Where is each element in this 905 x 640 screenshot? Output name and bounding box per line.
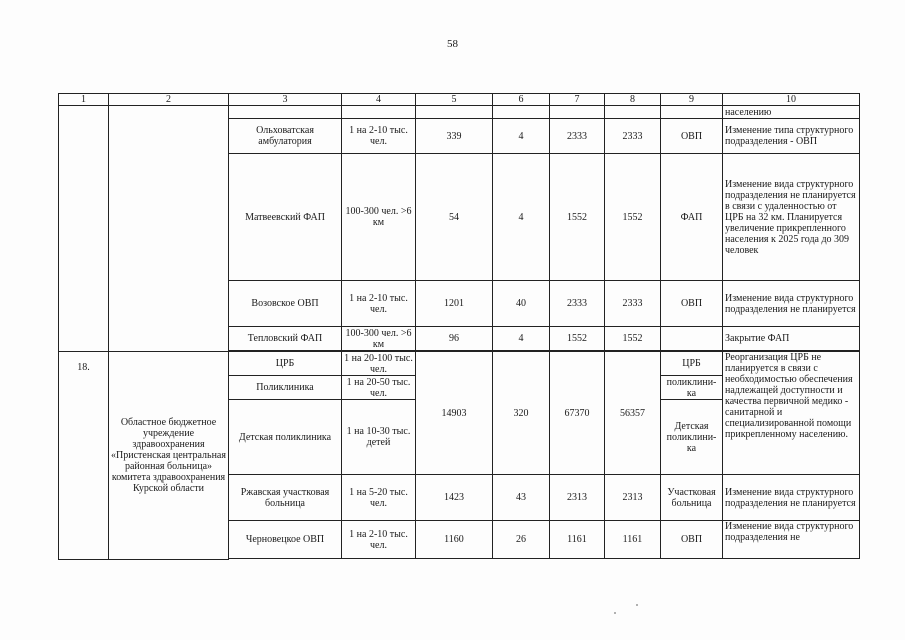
carry-over-note: населению: [723, 106, 860, 119]
unit-name: Матвеевский ФАП: [229, 154, 342, 281]
population: 96: [416, 327, 493, 351]
remark: Изменение вида структурного подразделения не планируется: [723, 281, 860, 327]
scan-speck: [636, 604, 638, 606]
staff: 4: [493, 154, 550, 281]
population: 1201: [416, 281, 493, 327]
header-col-10: 10: [723, 94, 860, 106]
value-7: 1161: [550, 521, 605, 559]
unit-name: Ольховатская амбулатория: [229, 119, 342, 154]
value-8: 56357: [605, 352, 661, 475]
norm: 1 на 5-20 тыс. чел.: [342, 475, 416, 521]
remark: Реорганизация ЦРБ не планируется в связи с необходимостью обеспечения надлежащей доступности и качества первичной медико - санитарной и специализированной помощи прикрепленному населению.: [723, 352, 860, 475]
unit-type: ОВП: [661, 281, 723, 327]
scan-speck: [614, 612, 616, 614]
value-8: 1552: [605, 327, 661, 351]
table-header-row: [59, 94, 860, 106]
header-col-9: 9: [661, 94, 723, 106]
staff: 26: [493, 521, 550, 559]
norm: 1 на 10-30 тыс. детей: [342, 400, 416, 475]
unit-type: ОВП: [661, 521, 723, 559]
unit-name: ЦРБ: [229, 352, 342, 376]
population: 1423: [416, 475, 493, 521]
population: 14903: [416, 352, 493, 475]
norm: 100-300 чел. >6 км: [342, 327, 416, 351]
norm: 1 на 20-100 тыс. чел.: [342, 352, 416, 376]
remark: Изменение вида структурного подразделения не планируется: [723, 475, 860, 521]
unit-name: Возовское ОВП: [229, 281, 342, 327]
unit-type: Участковая больница: [661, 475, 723, 521]
unit-name: Поликлиника: [229, 376, 342, 400]
staff: 4: [493, 327, 550, 351]
organization-name: Областное бюджетное учреждение здравоохранения «Пристенская центральная районная больница» комитета здравоохранения Курской области: [109, 352, 229, 560]
header-col-6: 6: [493, 94, 550, 106]
norm: 1 на 20-50 тыс. чел.: [342, 376, 416, 400]
value-7: 2313: [550, 475, 605, 521]
norm: 100-300 чел. >6 км: [342, 154, 416, 281]
norm: 1 на 2-10 тыс. чел.: [342, 521, 416, 559]
unit-type: поликлини-ка: [661, 376, 723, 400]
staff: 43: [493, 475, 550, 521]
row-number: 18.: [59, 352, 109, 560]
value-8: 1552: [605, 154, 661, 281]
header-col-4: 4: [342, 94, 416, 106]
population: 1160: [416, 521, 493, 559]
header-col-7: 7: [550, 94, 605, 106]
remark: Изменение вида структурного подразделения не планируется в связи с удаленностью от ЦРБ на 32 км. Планируется увеличение прикрепленного населения к 2025 года до 309 человек: [723, 154, 860, 281]
value-7: 1552: [550, 327, 605, 351]
remark: Изменение вида структурного подразделения не: [723, 521, 860, 559]
header-col-1: 1: [59, 94, 109, 106]
norm: 1 на 2-10 тыс. чел.: [342, 281, 416, 327]
value-8: 2333: [605, 281, 661, 327]
value-7: 2333: [550, 119, 605, 154]
unit-type: [661, 327, 723, 351]
row-number-cell: [59, 106, 109, 352]
header-col-8: 8: [605, 94, 661, 106]
value-7: 1552: [550, 154, 605, 281]
facilities-table: [58, 93, 860, 560]
value-7: 67370: [550, 352, 605, 475]
table-row: [59, 106, 860, 119]
header-col-3: 3: [229, 94, 342, 106]
value-8: 2313: [605, 475, 661, 521]
staff: 40: [493, 281, 550, 327]
unit-type: ФАП: [661, 154, 723, 281]
page-number: 58: [447, 38, 458, 50]
norm: 1 на 2-10 тыс. чел.: [342, 119, 416, 154]
unit-name: Черновецкое ОВП: [229, 521, 342, 559]
value-8: 1161: [605, 521, 661, 559]
table-row: [59, 352, 860, 376]
unit-name: Детская поликлиника: [229, 400, 342, 475]
unit-type: ОВП: [661, 119, 723, 154]
staff: 4: [493, 119, 550, 154]
remark: Изменение типа структурного подразделения - ОВП: [723, 119, 860, 154]
population: 54: [416, 154, 493, 281]
value-8: 2333: [605, 119, 661, 154]
staff: 320: [493, 352, 550, 475]
organization-cell: [109, 106, 229, 352]
remark: Закрытие ФАП: [723, 327, 860, 351]
unit-name: Тепловский ФАП: [229, 327, 342, 351]
unit-name: Ржавская участковая больница: [229, 475, 342, 521]
header-col-2: 2: [109, 94, 229, 106]
population: 339: [416, 119, 493, 154]
header-col-5: 5: [416, 94, 493, 106]
unit-type: ЦРБ: [661, 352, 723, 376]
unit-type: Детская поликлини-ка: [661, 400, 723, 475]
value-7: 2333: [550, 281, 605, 327]
